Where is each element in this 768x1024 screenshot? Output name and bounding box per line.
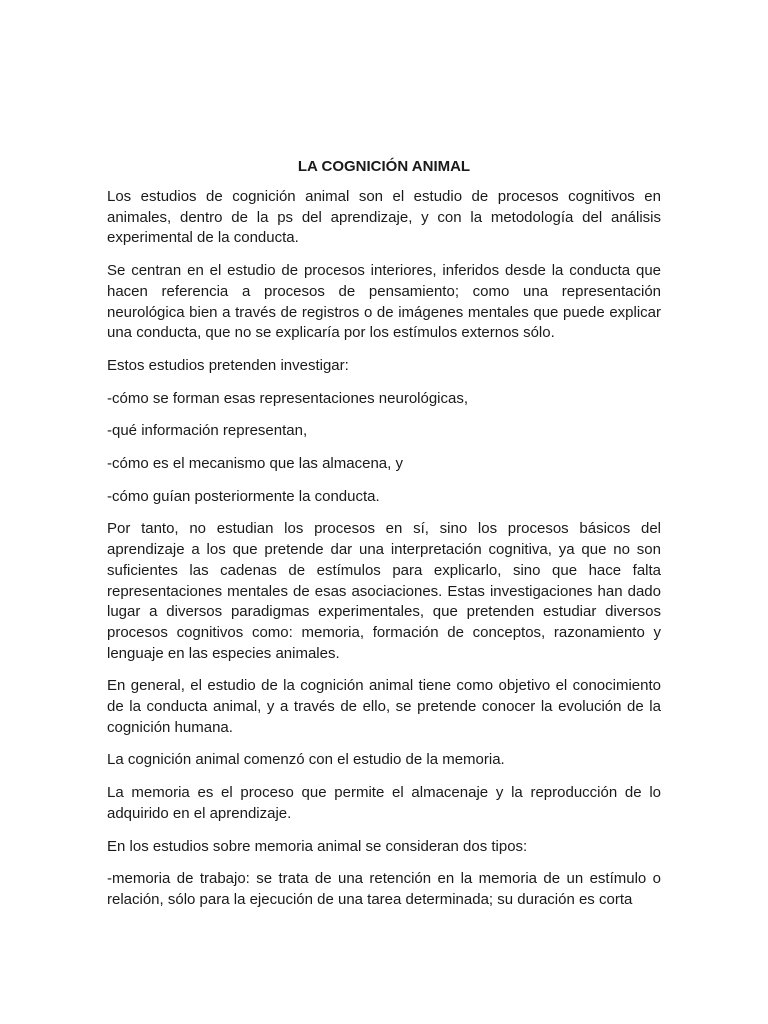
list-item: -qué información representan, <box>107 422 308 440</box>
paragraph: Estos estudios pretenden investigar: <box>107 356 349 374</box>
list-item: -cómo es el mecanismo que las almacena, y <box>107 455 403 473</box>
list-item: -cómo se forman esas representaciones neurológicas, <box>107 389 469 407</box>
paragraph: La cognición animal comenzó con el estudio de la memoria. <box>107 751 505 769</box>
paragraph: Los estudios de cognición animal son el estudio de procesos cognitivos en animales, dentro de la ps del aprendizaje, y con la metodología del análisis experimental de la conducta. <box>107 188 661 247</box>
paragraph: La memoria es el proceso que permite el almacenaje y la reproducción de lo adquirido en el aprendizaje. <box>107 784 661 822</box>
list-item: -memoria de trabajo: se trata de una retención en la memoria de un estímulo o relación, sólo para la ejecución de una tarea determinada; su duración es corta <box>107 870 661 908</box>
list-item: -cómo guían posteriormente la conducta. <box>107 487 380 505</box>
page-title: LA COGNICIÓN ANIMAL <box>297 158 471 175</box>
paragraph: En los estudios sobre memoria animal se consideran dos tipos: <box>107 837 528 855</box>
paragraph: Se centran en el estudio de procesos interiores, inferidos desde la conducta que hacen referencia a procesos de pensamiento; como una representación neurológica bien a través de registros o de imágenes mentales que puede explicar una conducta, que no se explicaría por los estímulos externos sólo. <box>107 262 661 342</box>
paragraph: Por tanto, no estudian los procesos en sí, sino los procesos básicos del aprendizaje a los que pretende dar una interpretación cognitiva, ya que no son suficientes las cadenas de estímulos para explicarlo, sino que hace falta representaciones mentales de esas asociaciones. Estas investigaciones han dado lugar a diversos paradigmas experimentales, que pretenden estudiar diversos procesos cognitivos como: memoria, formación de conceptos, razonamiento y lenguaje en las especies animales. <box>107 520 661 662</box>
paragraph: En general, el estudio de la cognición animal tiene como objetivo el conocimiento de la conducta animal, y a través de ello, se pretende conocer la evolución de la cognición humana. <box>107 677 661 736</box>
